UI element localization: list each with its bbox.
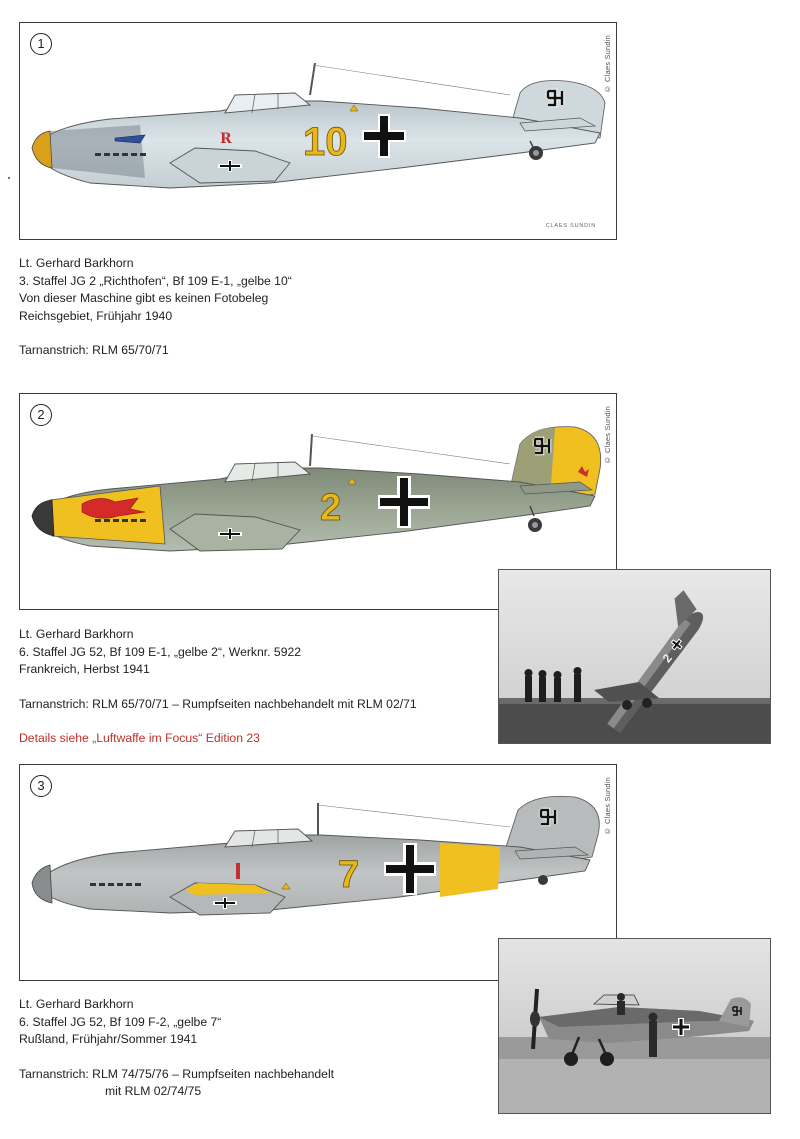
artist-signature-1: CLAES SUNDIN — [545, 223, 596, 229]
photo-1-code: 2 — [659, 651, 675, 666]
caption-2-reference-note: Details siehe „Luftwaffe im Focus“ Edition 23 — [19, 731, 260, 745]
tail-swastika-1 — [548, 91, 562, 105]
caption-2-line-1: Lt. Gerhard Barkhorn — [19, 627, 134, 641]
caption-3-line-2: 6. Staffel JG 52, Bf 109 F-2, „gelbe 7“ — [19, 1014, 222, 1029]
caption-2-line-2: 6. Staffel JG 52, Bf 109 E-1, „gelbe 2“, Werknr. 5922 — [19, 644, 302, 659]
fuselage-code-1: 10 — [303, 120, 348, 164]
caption-3-line-3: Rußland, Frühjahr/Sommer 1941 — [19, 1032, 198, 1046]
artist-credit-2: © Claes Sundin — [603, 406, 612, 465]
artist-credit-1: © Claes Sundin — [603, 35, 612, 94]
caption-2-line-3: Frankreich, Herbst 1941 — [19, 662, 150, 676]
profile-1-frame — [19, 22, 617, 240]
tail-swastika-3 — [541, 810, 555, 824]
page-speck — [8, 177, 10, 179]
svg-text:R: R — [220, 131, 232, 147]
tail-swastika-2 — [535, 439, 549, 453]
fuselage-code-3: 7 — [338, 854, 360, 896]
caption-1-line-2: 3. Staffel JG 2 „Richthofen“, Bf 109 E-1, „gelbe 10“ — [19, 273, 292, 288]
caption-2 — [19, 626, 417, 748]
profile-number-3: 3 — [30, 775, 52, 797]
caption-2-camo: Tarnanstrich: RLM 65/70/71 – Rumpfseiten nachbehandelt mit RLM 02/71 — [19, 696, 417, 711]
caption-3-line-1: Lt. Gerhard Barkhorn — [19, 997, 134, 1011]
profile-number-1: 1 — [30, 33, 52, 55]
fuselage-code-2: 2 — [320, 487, 342, 529]
caption-1 — [19, 255, 292, 360]
caption-3 — [19, 996, 334, 1101]
aircraft-profile-1 — [20, 23, 618, 241]
caption-1-line-3: Von dieser Maschine gibt es keinen Fotobeleg — [19, 291, 269, 305]
profile-number-2: 2 — [30, 404, 52, 426]
caption-3-camo-cont: mit RLM 02/74/75 — [105, 1084, 202, 1098]
photo-aircraft-on-ground — [498, 938, 771, 1114]
caption-1-line-1: Lt. Gerhard Barkhorn — [19, 256, 134, 270]
caption-3-camo: Tarnanstrich: RLM 74/75/76 – Rumpfseiten nachbehandelt — [19, 1066, 335, 1081]
artist-credit-3: © Claes Sundin — [603, 777, 612, 836]
photo-nosed-over-aircraft — [498, 569, 771, 744]
caption-1-line-4: Reichsgebiet, Frühjahr 1940 — [19, 308, 173, 323]
caption-1-camo: Tarnanstrich: RLM 65/70/71 — [19, 343, 169, 357]
